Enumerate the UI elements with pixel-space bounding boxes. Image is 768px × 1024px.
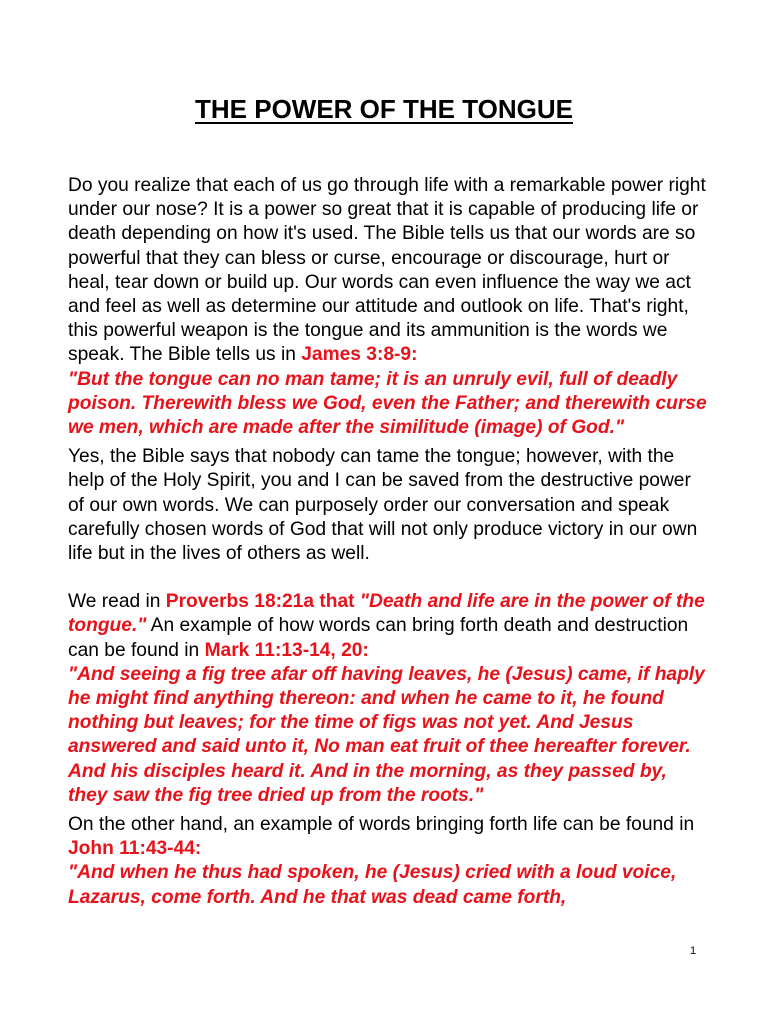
paragraph-intro-text: Do you realize that each of us go through life with a remarkable power right under our nose? It is a power so great that it is capable of producing life or death depending on how it's used. The Bible tells us that our words are so powerful that they can bless or curse, encourage or discourage, hurt or heal, tear down or build up. Our words can even influence the way we act and feel as well as determine our attitude and outlook on life. That's right, this powerful weapon is the tongue and its ammunition is the words we speak. The Bible tells us in xyxy=(68,175,706,366)
page-title: THE POWER OF THE TONGUE xyxy=(195,94,573,124)
scripture-reference-proverbs: Proverbs 18:21a that xyxy=(165,591,360,613)
paragraph-holy-spirit xyxy=(68,445,708,566)
scripture-reference-john: John 11:43-44: xyxy=(68,838,202,860)
paragraph-proverbs-intro: We read in xyxy=(68,591,166,613)
page-number: 1 xyxy=(690,945,697,957)
paragraph-proverbs xyxy=(68,590,708,808)
paragraph-john xyxy=(68,813,708,910)
scripture-reference-mark: Mark 11:13-14, 20: xyxy=(204,639,369,661)
paragraph-proverbs-text: An example of how words can bring forth death and destruction can be found in xyxy=(68,615,689,661)
scripture-quote-james: "But the tongue can no man tame; it is an unruly evil, full of deadly poison. Therewith bless we God, even the Father; and therewith curse we men, which are made after the similitude (image) of God." xyxy=(68,368,707,439)
document-body xyxy=(68,174,708,910)
paragraph-intro xyxy=(68,174,708,440)
scripture-quote-proverbs: "Death and life are in the power of the tongue." xyxy=(68,591,705,637)
paragraph-john-text: On the other hand, an example of words bringing forth life can be found in xyxy=(68,814,695,836)
paragraph-holy-spirit-text: Yes, the Bible says that nobody can tame the tongue; however, with the help of the Holy Spirit, you and I can be saved from the destructive power of our own words. We can purposely order our conversation and speak carefully chosen words of God that will not only produce victory in our own life but in the lives of others as well. xyxy=(68,446,698,565)
scripture-quote-john: "And when he thus had spoken, he (Jesus) cried with a loud voice, Lazarus, come forth. And he that was dead came forth, xyxy=(68,862,677,908)
scripture-quote-mark: "And seeing a fig tree afar off having leaves, he (Jesus) came, if haply he might find anything thereon: and when he came to it, he found nothing but leaves; for the time of figs was not yet. And Jesus answered and said unto it, No man eat fruit of thee hereafter forever. And his disciples heard it. And in the morning, as they passed by, they saw the fig tree dried up from the roots." xyxy=(68,663,705,806)
scripture-reference-james: James 3:8-9: xyxy=(301,344,418,366)
